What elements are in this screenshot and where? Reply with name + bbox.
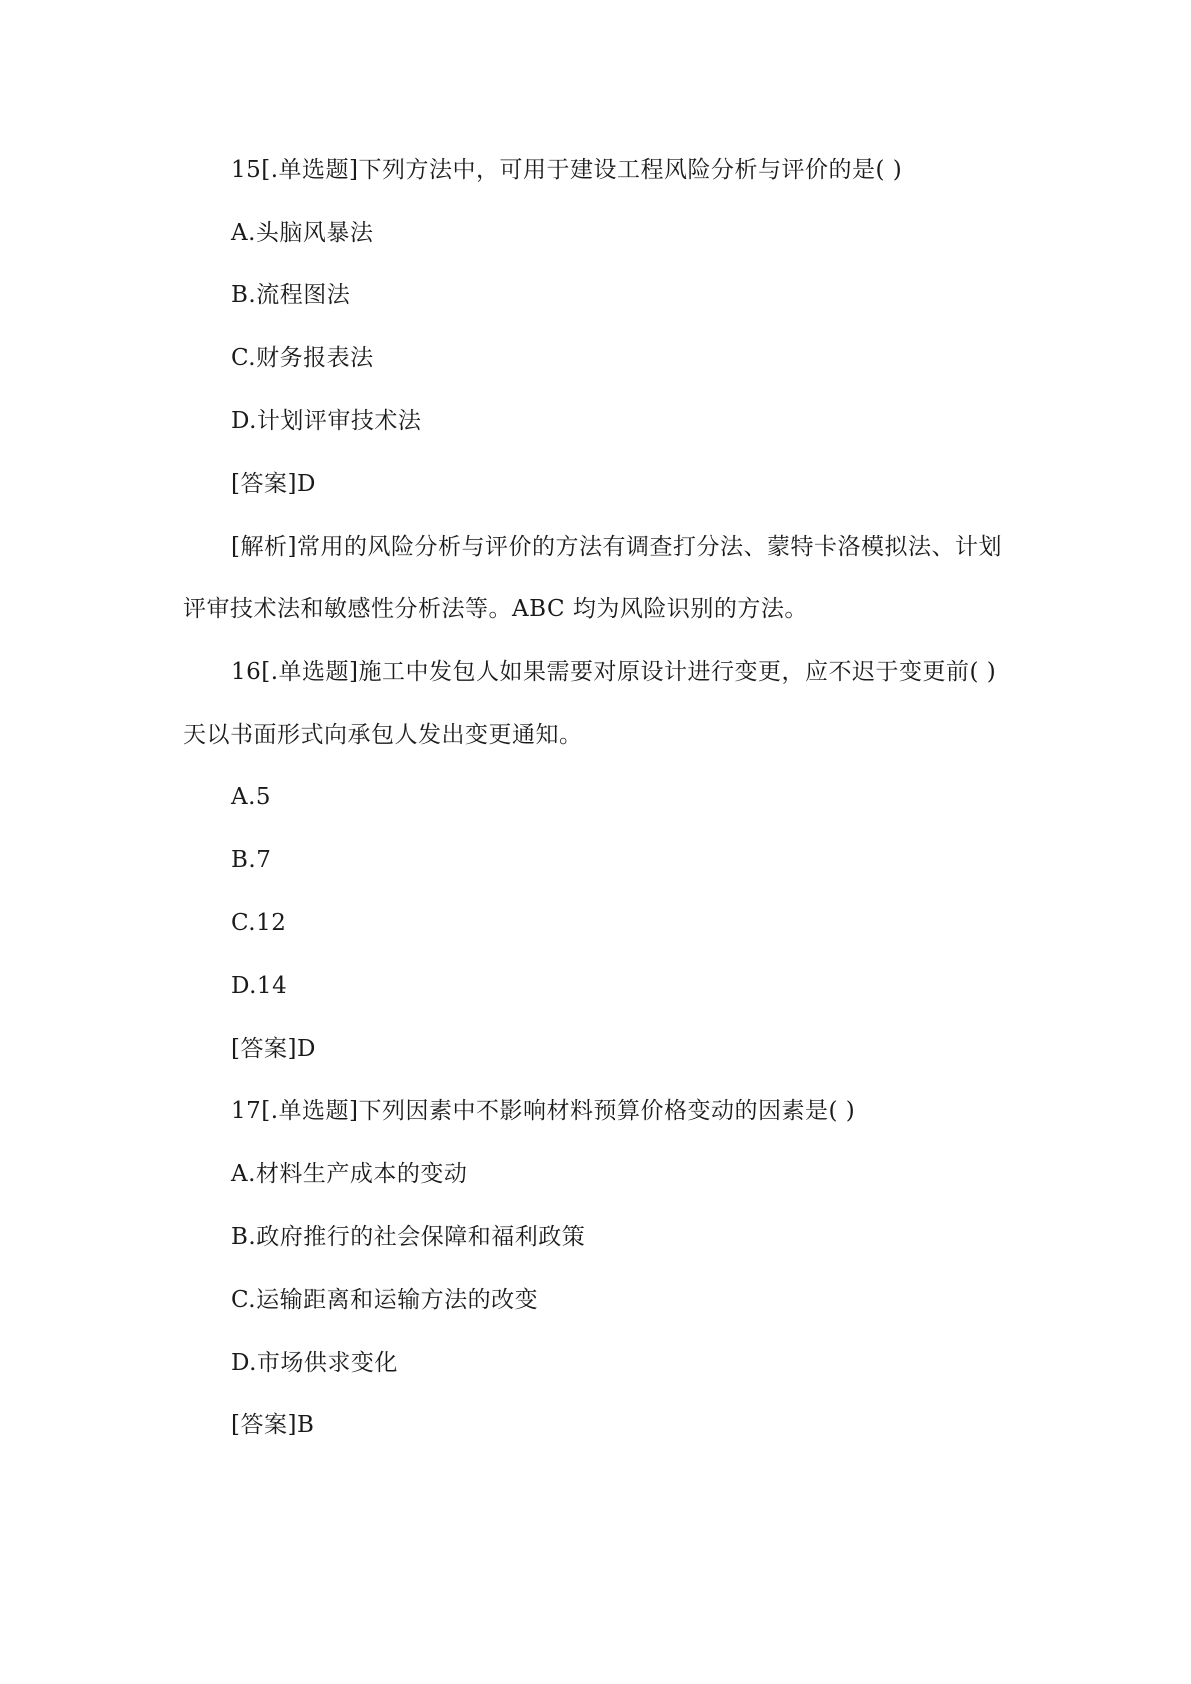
- question-16-stem-line-2: 天以书面形式向承包人发出变更通知。: [183, 722, 583, 748]
- question-16-option-d: D.14: [231, 973, 288, 999]
- question-16-answer: [答案]D: [231, 1036, 316, 1062]
- question-17-option-d: D.市场供求变化: [231, 1350, 398, 1376]
- question-15-answer: [答案]D: [231, 471, 316, 497]
- question-17-stem: 17[.单选题]下列因素中不影响材料预算价格变动的因素是( ): [231, 1098, 856, 1124]
- question-17-answer: [答案]B: [231, 1412, 315, 1438]
- question-16-option-b: B.7: [231, 847, 272, 873]
- question-17-option-c: C.运输距离和运输方法的改变: [231, 1287, 539, 1313]
- question-15-option-d: D.计划评审技术法: [231, 408, 422, 434]
- question-16-option-c: C.12: [231, 910, 287, 936]
- question-15-analysis-line-2: 评审技术法和敏感性分析法等。ABC 均为风险识别的方法。: [183, 596, 808, 622]
- question-17-option-a: A.材料生产成本的变动: [231, 1161, 468, 1187]
- question-16-option-a: A.5: [231, 784, 272, 810]
- question-15-stem: 15[.单选题]下列方法中，可用于建设工程风险分析与评价的是( ): [231, 157, 903, 183]
- question-17-option-b: B.政府推行的社会保障和福利政策: [231, 1224, 586, 1250]
- question-16-stem-line-1: 16[.单选题]施工中发包人如果需要对原设计进行变更，应不迟于变更前( ): [231, 659, 997, 685]
- question-15-option-c: C.财务报表法: [231, 345, 374, 371]
- question-15-option-b: B.流程图法: [231, 282, 351, 308]
- question-15-option-a: A.头脑风暴法: [231, 220, 374, 246]
- question-15-analysis-line-1: [解析]常用的风险分析与评价的方法有调查打分法、蒙特卡洛模拟法、计划: [231, 534, 1002, 560]
